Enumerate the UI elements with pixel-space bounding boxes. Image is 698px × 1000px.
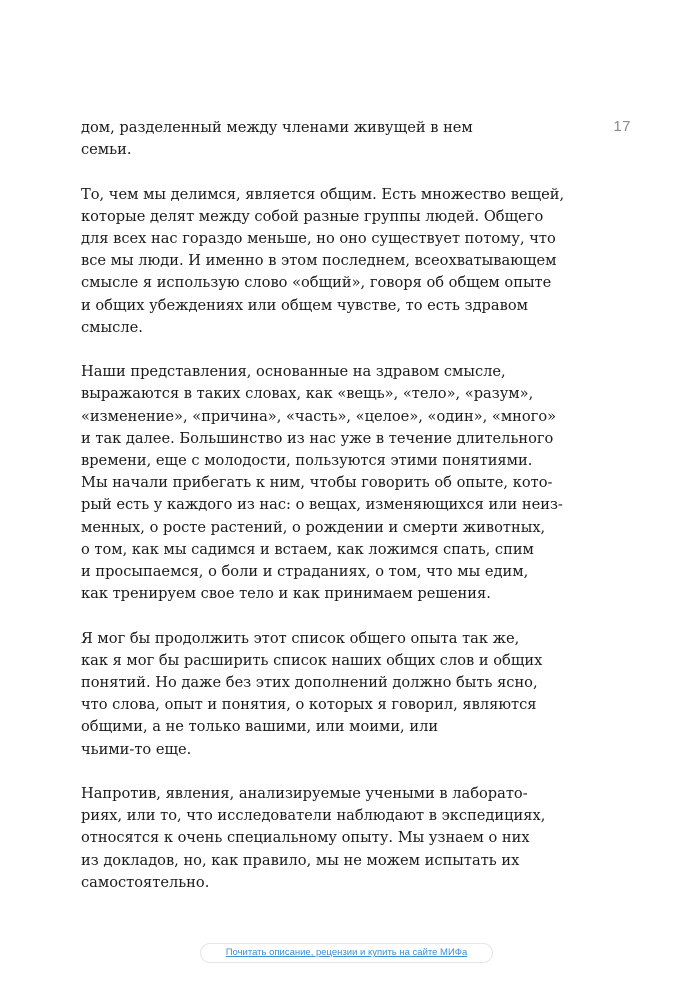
text-line: риях, или то, что исследователи наблюдают в экспедициях,: [81, 807, 546, 825]
text-line: которые делят между собой разные группы людей. Общего: [81, 207, 544, 225]
text-line: и так далее. Большинство из нас уже в течение длительного: [81, 429, 554, 447]
text-line: смысле.: [81, 318, 143, 336]
text-body: [81, 117, 565, 916]
publisher-link[interactable]: Почитать описание, рецензии и купить на сайте МИФа: [200, 943, 493, 963]
text-line: как тренируем свое тело и как принимаем решения.: [81, 585, 491, 603]
text-line: дом, разделенный между членами живущей в нем: [81, 119, 473, 136]
text-line: самостоятельно.: [81, 873, 210, 891]
text-line: Мы начали прибегать к ним, чтобы говорить об опыте, кото-: [81, 474, 553, 492]
text-line: рый есть у каждого из нас: о вещах, изменяющихся или неиз-: [81, 496, 563, 514]
text-line: Я мог бы продолжить этот список общего опыта так же,: [81, 629, 520, 647]
text-line: относятся к очень специальному опыту. Мы узнаем о них: [81, 829, 530, 847]
text-line: понятий. Но даже без этих дополнений должно быть ясно,: [81, 674, 538, 692]
text-line: что слова, опыт и понятия, о которых я говорил, являются: [81, 696, 537, 714]
text-line: Напротив, явления, анализируемые учеными в лаборато-: [81, 785, 528, 803]
paragraph-5: [81, 783, 551, 894]
paragraph-1: [81, 117, 551, 161]
text-line: о том, как мы садимся и встаем, как ложимся спать, спим: [81, 540, 534, 558]
text-line: из докладов, но, как правило, мы не можем испытать их: [81, 851, 520, 869]
text-line: времени, еще с молодости, пользуются этими понятиями.: [81, 452, 533, 470]
text-line: для всех нас гораздо меньше, но оно существует потому, что: [81, 230, 556, 247]
paragraph-3: [81, 361, 563, 605]
text-line: смысле я использую слово «общий», говоря об общем опыте: [81, 274, 552, 292]
text-line: и просыпаемся, о боли и страданиях, о том, что мы едим,: [81, 563, 529, 581]
text-line: менных, о росте растений, о рождении и смерти животных,: [81, 518, 546, 536]
text-line: семьи.: [81, 141, 132, 159]
text-line: как я мог бы расширить список наших общих слов и общих: [81, 651, 543, 669]
paragraph-2: [81, 184, 565, 339]
text-line: чьими-то еще.: [81, 740, 192, 758]
text-line: все мы люди. И именно в этом последнем, всеохватывающем: [81, 252, 557, 270]
paragraph-4: [81, 628, 551, 761]
text-line: и общих убеждениях или общем чувстве, то есть здравом: [81, 296, 528, 314]
text-line: Наши представления, основанные на здравом смысле,: [81, 363, 506, 381]
text-line: То, чем мы делимся, является общим. Есть множество вещей,: [81, 185, 565, 203]
page-number: 17: [613, 118, 631, 135]
text-line: общими, а не только вашими, или моими, или: [81, 718, 439, 736]
text-line: выражаются в таких словах, как «вещь», «тело», «разум»,: [81, 385, 534, 403]
text-line: «изменение», «причина», «часть», «целое», «один», «много»: [81, 407, 557, 425]
